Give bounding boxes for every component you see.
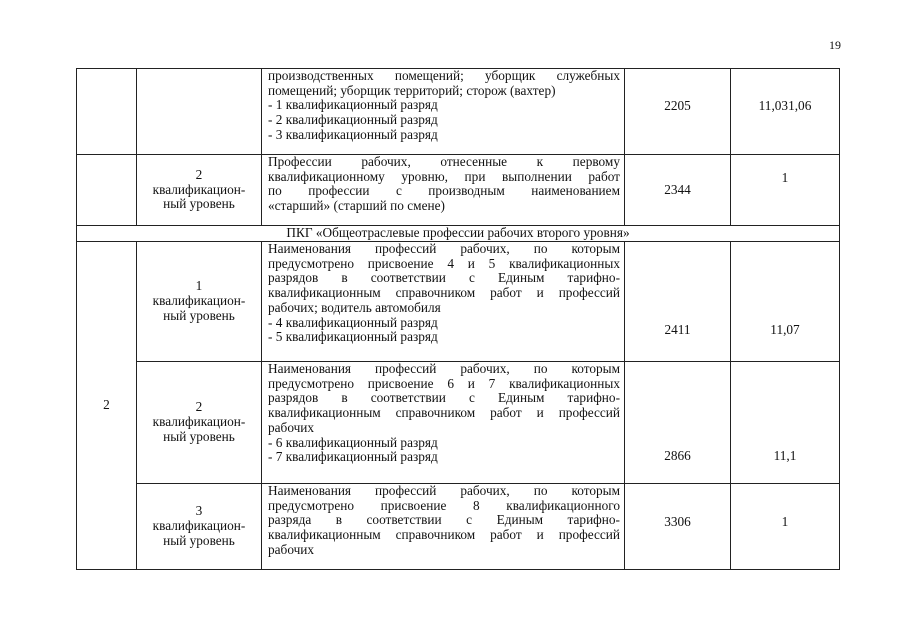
description-line: - 4 квалификационный разряд bbox=[268, 314, 438, 330]
coefficient-cell bbox=[731, 69, 840, 155]
coefficient-value: 1,03 bbox=[764, 98, 789, 113]
salary-cell bbox=[625, 362, 731, 484]
level-label-line: квалификацион- bbox=[152, 414, 246, 430]
section-header: ПКГ «Общеотраслевые профессии рабочих второго уровня» bbox=[77, 226, 840, 242]
salary-value: 2344 bbox=[664, 181, 691, 197]
description-line: по профессии с производным наименованием bbox=[268, 183, 620, 199]
level-label-line: квалификацион- bbox=[152, 518, 246, 534]
description-line: квалификационному уровню, при выполнении работ bbox=[268, 168, 620, 184]
group-cell bbox=[77, 69, 137, 155]
description-line: рабочих bbox=[268, 419, 315, 435]
description-cell bbox=[262, 362, 625, 484]
description-line: предусмотрено присвоение 6 и 7 квалификационных bbox=[268, 375, 620, 391]
level-cell bbox=[137, 242, 262, 362]
level-label-line: 1 bbox=[195, 278, 203, 294]
salary-cell bbox=[625, 484, 731, 570]
table-row bbox=[77, 362, 840, 484]
description-line: рабочих; водитель автомобиля bbox=[268, 299, 441, 315]
description-cell bbox=[262, 69, 625, 155]
description-line: квалификационным справочником работ и профессий bbox=[268, 527, 620, 543]
level-label-line: ный уровень bbox=[163, 307, 235, 323]
description-line: - 7 квалификационный разряд bbox=[268, 449, 438, 465]
description-line: Наименования профессий рабочих, по которым bbox=[268, 483, 620, 498]
table-row bbox=[77, 242, 840, 362]
level-label-line: квалификацион- bbox=[152, 181, 246, 197]
section-header-row bbox=[77, 226, 840, 242]
coefficient-cell bbox=[731, 484, 840, 570]
description-line: Наименования профессий рабочих, по которым bbox=[268, 241, 620, 256]
table-row bbox=[77, 484, 840, 570]
level-label-line: 3 bbox=[195, 503, 203, 519]
description-line: предусмотрено присвоение 4 и 5 квалификационных bbox=[268, 255, 620, 271]
salary-value: 2866 bbox=[664, 448, 691, 463]
description-line: разряда в соответствии с Единым тарифно- bbox=[268, 512, 620, 528]
description-line: квалификационным справочником работ и профессий bbox=[268, 405, 620, 421]
salary-value: 2205 bbox=[664, 98, 691, 113]
description-line: Наименования профессий рабочих, по которым bbox=[268, 361, 620, 376]
level-cell bbox=[137, 155, 262, 226]
description-line: - 5 квалификационный разряд bbox=[268, 329, 438, 345]
coefficient-value: 1 bbox=[781, 514, 789, 529]
group-cell bbox=[77, 155, 137, 226]
table-row bbox=[77, 69, 840, 155]
page-number: 19 bbox=[829, 38, 841, 52]
level-label-line: 2 bbox=[195, 166, 203, 182]
group-number: 2 bbox=[77, 242, 137, 570]
description-line: Профессии рабочих, отнесенные к первому bbox=[268, 154, 620, 169]
coefficient-value: 1 bbox=[781, 170, 789, 185]
salary-table bbox=[76, 68, 840, 570]
description-line: - 2 квалификационный разряд bbox=[268, 112, 438, 128]
level-cell bbox=[137, 362, 262, 484]
salary-cell bbox=[625, 69, 731, 155]
description-cell bbox=[262, 155, 625, 226]
description-line: квалификационным справочником работ и профессий bbox=[268, 285, 620, 301]
description-line: разрядов в соответствии с Единым тарифно- bbox=[268, 270, 620, 286]
description-line: - 1 квалификационный разряд bbox=[268, 97, 438, 113]
coefficient-cell bbox=[731, 242, 840, 362]
description-cell bbox=[262, 242, 625, 362]
coefficient-value: 1 bbox=[773, 448, 780, 463]
salary-cell bbox=[625, 155, 731, 226]
coefficient-value: 1,1 bbox=[779, 448, 797, 463]
coefficient-value: 1,07 bbox=[776, 322, 800, 337]
description-line: - 3 квалификационный разряд bbox=[268, 126, 438, 142]
salary-value: 3306 bbox=[664, 514, 691, 529]
level-cell bbox=[137, 484, 262, 570]
coefficient-value: 1 bbox=[758, 98, 765, 113]
level-cell bbox=[137, 69, 262, 155]
level-label-line: 2 bbox=[195, 399, 203, 415]
coefficient-value: 1,06 bbox=[788, 98, 812, 113]
description-line: - 6 квалификационный разряд bbox=[268, 434, 438, 450]
coefficient-value: 1 bbox=[770, 322, 777, 337]
table-row bbox=[77, 155, 840, 226]
coefficient-cell bbox=[731, 362, 840, 484]
coefficient-cell bbox=[731, 155, 840, 226]
salary-value: 2411 bbox=[664, 322, 691, 337]
description-line: разрядов в соответствии с Единым тарифно- bbox=[268, 390, 620, 406]
level-label-line: ный уровень bbox=[163, 196, 235, 212]
salary-cell bbox=[625, 242, 731, 362]
description-line: «старший» (старший по смене) bbox=[268, 198, 445, 214]
description-line: предусмотрено присвоение 8 квалификационного bbox=[268, 497, 620, 513]
description-line: помещений; уборщик территорий; сторож (вахтер) bbox=[268, 82, 556, 98]
level-label-line: квалификацион- bbox=[152, 293, 246, 309]
description-cell bbox=[262, 484, 625, 570]
level-label-line: ный уровень bbox=[163, 532, 235, 548]
description-line: производственных помещений; уборщик служебных bbox=[268, 68, 620, 83]
description-line: рабочих bbox=[268, 541, 315, 557]
level-label-line: ный уровень bbox=[163, 428, 235, 444]
